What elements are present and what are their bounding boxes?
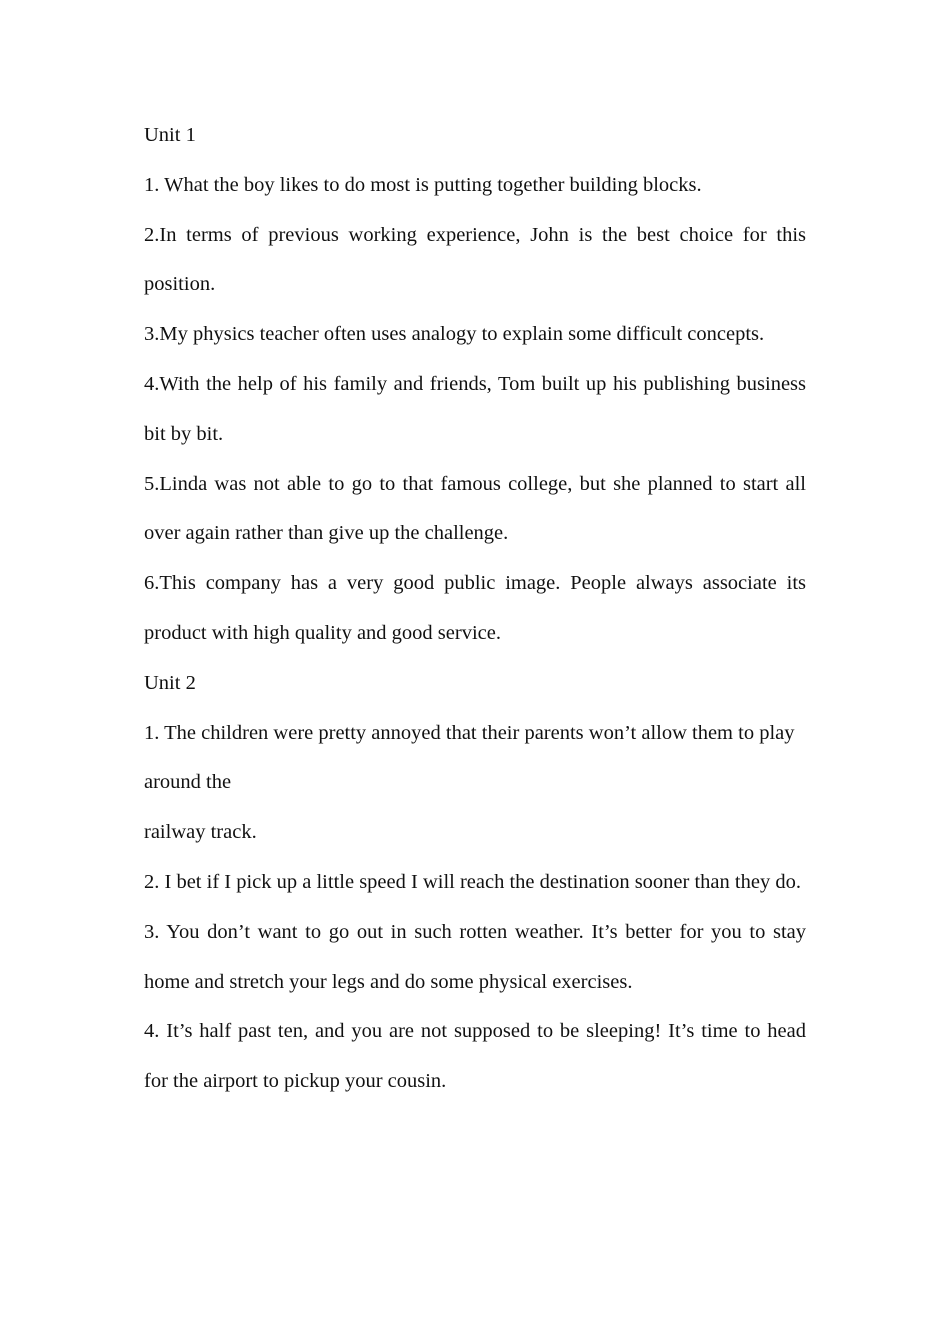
unit-1-sentence-4: 4.With the help of his family and friends, Tom built up his publishing business bit by bit. bbox=[144, 372, 806, 445]
unit-2-sentence-3: 3. You don’t want to go out in such rotten weather. It’s better for you to stay home and stretch your legs and do some physical exercises. bbox=[144, 920, 806, 993]
unit-2-sentence-2: 2. I bet if I pick up a little speed I will reach the destination sooner than they do. bbox=[144, 870, 801, 893]
unit-2-heading: Unit 2 bbox=[144, 671, 196, 694]
unit-1-sentence-3: 3.My physics teacher often uses analogy to explain some difficult concepts. bbox=[144, 323, 765, 346]
unit-1-sentence-1: 1. What the boy likes to do most is putting together building blocks. bbox=[144, 173, 702, 196]
unit-1-sentence-2: 2.In terms of previous working experience, John is the best choice for this position. bbox=[144, 223, 806, 296]
unit-2-sentence-4: 4. It’s half past ten, and you are not supposed to be sleeping! It’s time to head for the airport to pickup your cousin. bbox=[144, 1020, 806, 1093]
document-body bbox=[144, 111, 806, 1107]
unit-1-heading: Unit 1 bbox=[144, 124, 196, 146]
unit-2-sentence-1-part-2: railway track. bbox=[144, 821, 257, 844]
unit-1-sentence-6: 6.This company has a very good public image. People always associate its product with high quality and good service. bbox=[144, 572, 806, 644]
unit-2-sentence-1-part-1: 1. The children were pretty annoyed that their parents won’t allow them to play around the bbox=[144, 721, 795, 794]
unit-1-sentence-5: 5.Linda was not able to go to that famous college, but she planned to start all over again rather than give up the challenge. bbox=[144, 472, 806, 545]
